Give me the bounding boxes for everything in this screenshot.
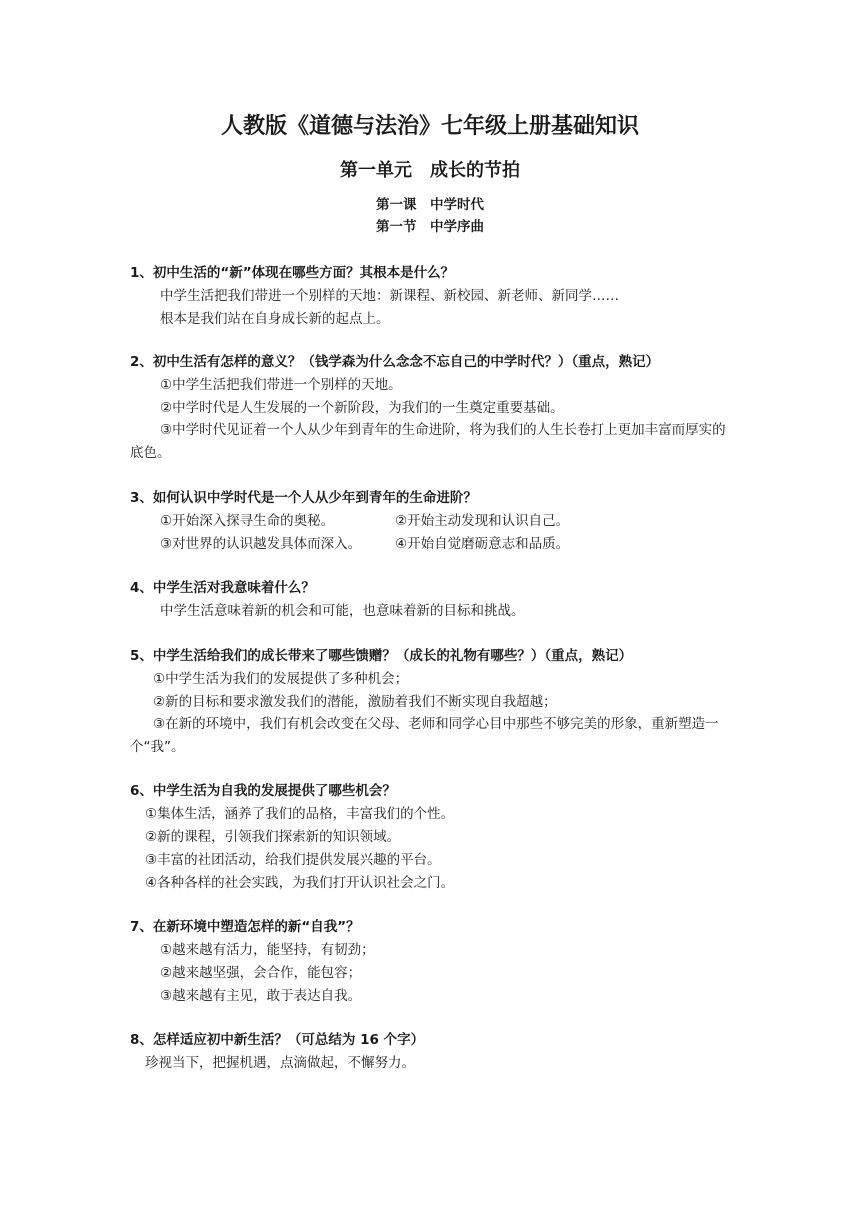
lesson-number: 第一课 [376, 197, 417, 213]
unit-name: 成长的节拍 [430, 160, 520, 181]
lesson-heading [0, 195, 860, 215]
document-title: 人教版《道德与法治》七年级上册基础知识 [220, 114, 639, 139]
answer-6-item-4: ④各种各样的社会实践，为我们打开认识社会之门。 [145, 875, 455, 891]
answer-2-item-1: ①中学生活把我们带进一个别样的天地。 [160, 377, 402, 393]
answer-5-item-3: ③在新的环境中，我们有机会改变在父母、老师和同学心目中那些不够完美的形象，重新塑造一个“我”。 [130, 716, 719, 755]
answer-3-item-2: ②开始主动发现和认识自己。 [395, 513, 570, 529]
question-7: 7、在新环境中塑造怎样的新“自我”？ [130, 919, 360, 935]
section-name: 中学序曲 [430, 219, 484, 235]
lesson-name: 中学时代 [430, 197, 484, 213]
answer-1-line-1: 中学生活把我们带进一个别样的天地：新课程、新校园、新老师、新同学…… [160, 288, 619, 304]
unit-number: 第一单元 [340, 160, 412, 181]
answer-2-item-3: ③中学时代见证着一个人从少年到青年的生命进阶，将为我们的人生长卷打上更加丰富而厚实的底色。 [130, 422, 726, 461]
section-number: 第一节 [376, 219, 417, 235]
answer-1-line-2: 根本是我们站在自身成长新的起点上。 [160, 311, 390, 327]
question-3: 3、如何认识中学时代是一个人从少年到青年的生命进阶？ [130, 490, 477, 506]
question-4: 4、中学生活对我意味着什么？ [130, 580, 315, 596]
answer-6-item-3: ③丰富的社团活动，给我们提供发展兴趣的平台。 [145, 852, 441, 868]
answer-4-line-1: 中学生活意味着新的机会和可能，也意味着新的目标和挑战。 [160, 603, 525, 619]
answer-3-item-3: ③对世界的认识越发具体而深入。 [160, 536, 362, 552]
answer-3-item-4: ④开始自觉磨砺意志和品质。 [395, 536, 570, 552]
question-5: 5、中学生活给我们的成长带来了哪些馈赠？（成长的礼物有哪些？）（重点，熟记） [130, 648, 633, 664]
section-heading [0, 217, 860, 237]
question-1: 1、初中生活的“新”体现在哪些方面？其根本是什么？ [130, 265, 455, 281]
answer-5-item-2: ②新的目标和要求激发我们的潜能，激励着我们不断实现自我超越； [153, 694, 557, 710]
answer-6-item-1: ①集体生活，涵养了我们的品格，丰富我们的个性。 [145, 806, 455, 822]
question-2: 2、初中生活有怎样的意义？（钱学森为什么念念不忘自己的中学时代？）（重点，熟记） [130, 354, 660, 370]
answer-7-item-3: ③越来越有主见，敢于表达自我。 [160, 988, 362, 1004]
question-8: 8、怎样适应初中新生活？（可总结为 16 个字） [130, 1032, 425, 1048]
answer-2-item-2: ②中学时代是人生发展的一个新阶段，为我们的一生奠定重要基础。 [160, 400, 564, 416]
answer-7-item-2: ②越来越坚强，会合作，能包容； [160, 965, 362, 981]
answer-5-item-1: ①中学生活为我们的发展提供了多种机会； [153, 671, 409, 687]
answer-3-item-1: ①开始深入探寻生命的奥秘。 [160, 513, 335, 529]
unit-heading [0, 158, 860, 184]
answer-8-line-1: 珍视当下，把握机遇，点滴做起，不懈努力。 [145, 1055, 415, 1071]
question-6: 6、中学生活为自我的发展提供了哪些机会？ [130, 783, 396, 799]
answer-6-item-2: ②新的课程，引领我们探索新的知识领域。 [145, 829, 401, 845]
answer-7-item-1: ①越来越有活力，能坚持，有韧劲； [160, 942, 375, 958]
